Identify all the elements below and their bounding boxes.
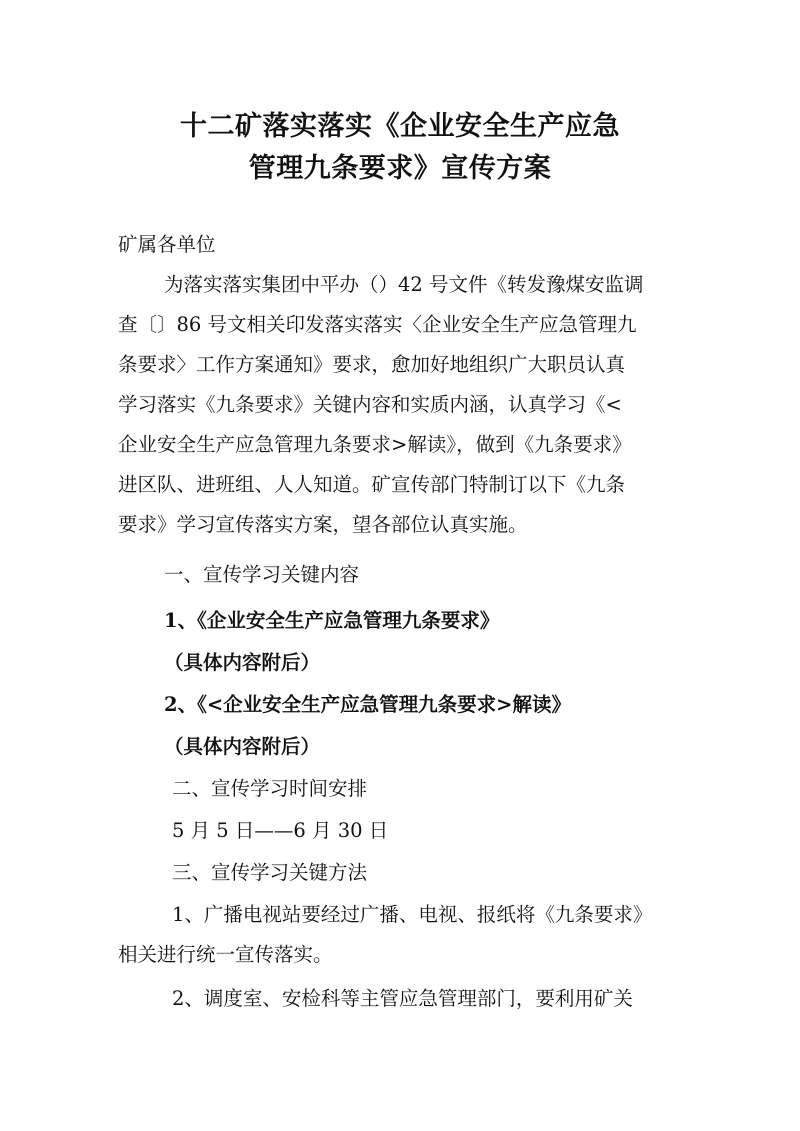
item-2-title: 2、《<企业安全生产应急管理九条要求>解读》: [164, 693, 571, 716]
intro-line-7: 要求》学习宣传落实方案，望各部位认真实施。: [118, 513, 528, 536]
section-3-heading: 三、宣传学习关键方法: [172, 861, 368, 884]
intro-line-2: 查〔〕86 号文相关印发落实落实〈企业安全生产应急管理九: [118, 313, 637, 336]
document-title-line-1: 十二矿落实落实《企业安全生产应急: [180, 111, 620, 142]
intro-line-1: 为落实落实集团中平办（）42 号文件《转发豫煤安监调: [164, 273, 644, 296]
item-1-note: （具体内容附后）: [164, 651, 321, 674]
intro-line-6: 进区队、进班组、人人知道。矿宣传部门特制订以下《九条: [118, 473, 626, 496]
method-2-line-1: 2、调度室、安检科等主管应急管理部门，要利用矿关: [172, 987, 633, 1010]
section-1-heading: 一、宣传学习关键内容: [164, 563, 360, 586]
method-1-line-2: 相关进行统一宣传落实。: [118, 943, 333, 966]
item-1-title: 1、《企业安全生产应急管理九条要求》: [164, 609, 500, 632]
method-1-line-1: 1、广播电视站要经过广播、电视、报纸将《九条要求》: [172, 903, 653, 926]
section-2-heading: 二、宣传学习时间安排: [172, 777, 368, 800]
intro-line-4: 学习落实《九条要求》关键内容和实质内涵，认真学习《<: [118, 393, 622, 416]
document-title-line-2: 管理九条要求》宣传方案: [248, 153, 552, 184]
salutation: 矿属各单位: [118, 233, 216, 256]
section-2-dates: 5 月 5 日——6 月 30 日: [172, 819, 389, 842]
intro-line-3: 条要求〉工作方案通知》要求，愈加好地组织广大职员认真: [118, 353, 626, 376]
item-2-note: （具体内容附后）: [164, 735, 321, 758]
intro-line-5: 企业安全生产应急管理九条要求>解读》，做到《九条要求》: [118, 433, 632, 456]
